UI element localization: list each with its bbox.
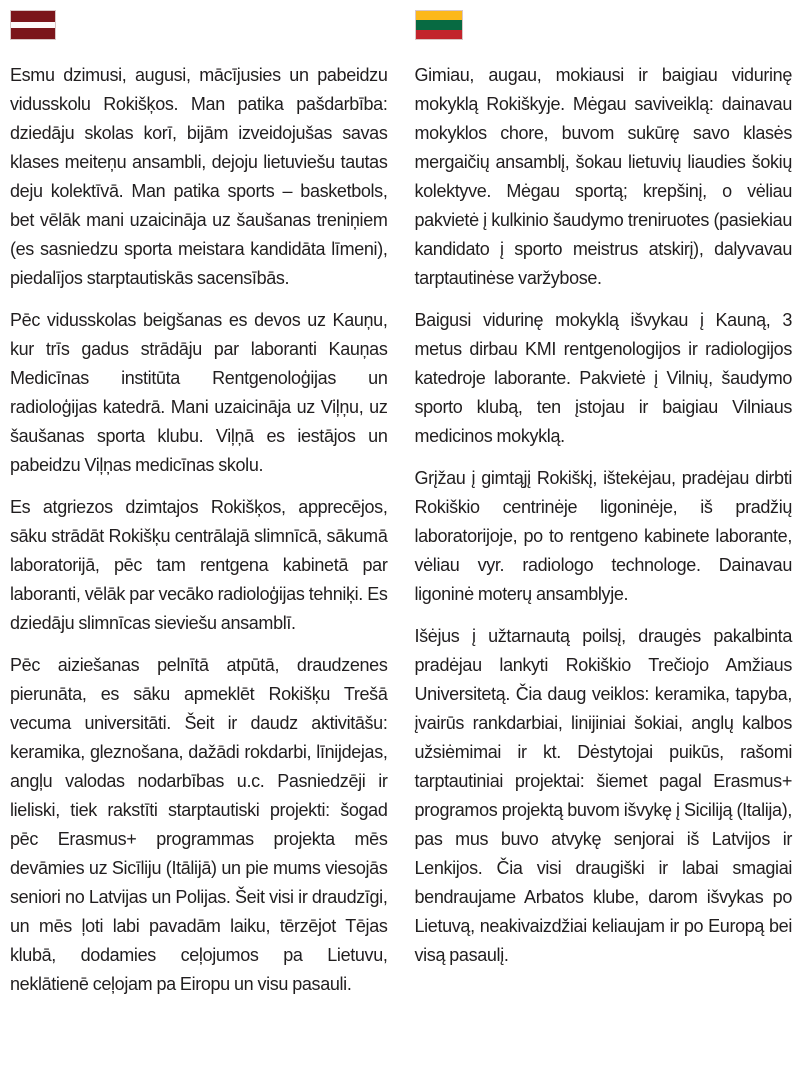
lithuanian-paragraph-2: Baigusi vidurinę mokyklą išvykau į Kauną, 3 metus dirbau KMI rentgenologijos ir radiologijos katedroje laborante. Pakvietė į Vilnių, šaudymo sporto klubą, ten įstojau ir baigiau Vilniaus medicinos mokyklą. (414, 310, 792, 446)
latvian-bio-text (10, 61, 388, 999)
lithuanian-bio-text (415, 61, 793, 970)
flag-stripe-red (416, 30, 462, 39)
lithuanian-column (415, 10, 793, 1080)
lithuanian-paragraph-1: Gimiau, augau, mokiausi ir baigiau vidurinę mokyklą Rokiškyje. Mėgau saviveiklą: dainavau mokyklos chore, buvom sukūrę savo klasės mergaičių ansamblį, šokau lietuvių liaudies šokių kolektyve. Mėgau sportą; krepšinį, o vėliau pakvietė į kulkinio šaudymo treniruotes (pasiekiau kandidato į sporto meistrus atskirį), dalyvavau tarptautinėse varžybose. (414, 65, 792, 288)
lithuanian-paragraph-3: Grįžau į gimtąjį Rokiškį, ištekėjau, pradėjau dirbti Rokiškio centrinėje ligoninėje, iš pradžių laboratorijoje, po to rentgeno kabinete laborante, vėliau vyr. radiologo technologe. Dainavau ligoninė moterų ansamblyje. (414, 468, 792, 604)
flag-stripe-red (11, 28, 55, 39)
latvia-flag-icon (10, 10, 56, 40)
lithuania-flag-icon (415, 10, 463, 40)
flag-stripe-red (11, 11, 55, 22)
latvian-paragraph-3: Es atgriezos dzimtajos Rokišķos, apprecējos, sāku strādāt Rokišķu centrālajā slimnīcā, sākumā laboratorijā, pēc tam rentgena kabinetā par laboranti, vēlāk par vecāko radioloģijas tehniķi. Es dziedāju slimnīcas sieviešu ansamblī. (10, 497, 388, 633)
lithuanian-paragraph-4: Išėjus į užtarnautą poilsį, draugės pakalbinta pradėjau lankyti Rokiškio Trečiojo Amžiaus Universitetą. Čia daug veiklos: keramika, tapyba, įvairūs rankdarbiai, linijiniai šokiai, anglų kalbos užsiėmimai ir kt. Dėstytojai puikūs, rašomi tarptautiniai projektai: šiemet pagal Erasmus+ programos projektą buvom išvykę į Siciliją (Italija), pas mus buvo atvykę senjorai iš Latvijos ir Lenkijos. Čia visi draugiški ir labai smagiai bendraujame Arbatos klube, darom išvykas po Lietuvą, neakivaizdžiai keliaujam ir po Europą bei visą pasaulį. (414, 626, 792, 965)
flag-stripe-green (416, 20, 462, 29)
flag-stripe-yellow (416, 11, 462, 20)
latvian-paragraph-4: Pēc aiziešanas pelnītā atpūtā, draudzenes pierunāta, es sāku apmeklēt Rokišķu Trešā vecuma universitāti. Šeit ir daudz aktivitāšu: keramika, gleznošana, dažādi rokdarbi, līnijdejas, angļu valodas nodarbības u.c. Pasniedzēji ir lieliski, tiek rakstīti starptautiski projekti: šogad pēc Erasmus+ programmas projekta mēs devāmies uz Sicīliju (Itālijā) un pie mums viesojās seniori no Latvijas un Polijas. Šeit visi ir draudzīgi, un mēs ļoti labi pavadām laiku, tērzējot Tējas klubā, dodamies ceļojumos pa Lietuvu, neklātienē ceļojam pa Eiropu un visu pasauli. (10, 655, 388, 994)
latvian-paragraph-2: Pēc vidusskolas beigšanas es devos uz Kauņu, kur trīs gadus strādāju par laboranti Kauņas Medicīnas institūta Rentgenoloģijas un radioloģijas katedrā. Mani uzaicināja uz Viļņu, uz šaušanas sporta klubu. Viļņā es iestājos un pabeidzu Viļņas medicīnas skolu. (10, 310, 388, 475)
latvian-column (10, 10, 388, 1080)
latvian-paragraph-1: Esmu dzimusi, augusi, mācījusies un pabeidzu vidusskolu Rokišķos. Man patika pašdarbība: dziedāju skolas korī, bijām izveidojušas savas klases meiteņu ansambli, dejoju lietuviešu tautas deju kolektīvā. Man patika sports – basketbols, bet vēlāk mani uzaicināja uz šaušanas treniņiem (es sasniedzu sporta meistara kandidāta līmeni), piedalījos starptautiskās sacensībās. (10, 65, 388, 288)
